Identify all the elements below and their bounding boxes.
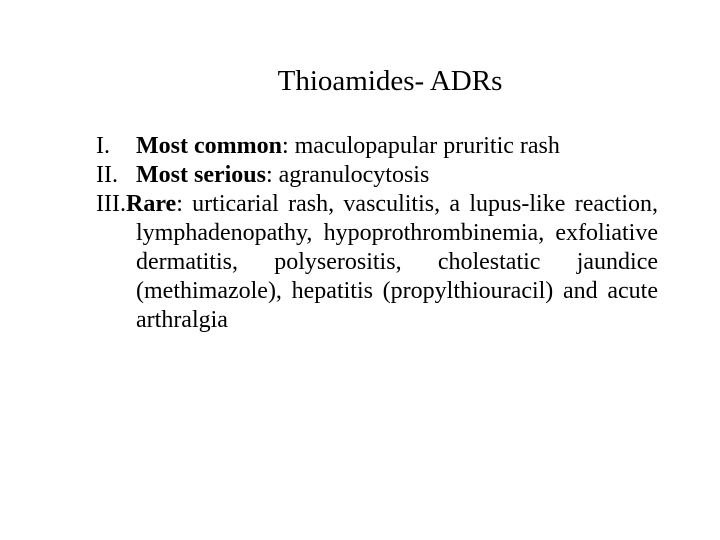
item-text: : urticarial rash, vasculitis, a lupus-like reaction, lymphadenopathy, hypoprothrombinemia, exfoliative dermatitis, polyserositis, cholestatic jaundice (methimazole), hepatitis (propylthiouracil) and acute arthralgia [136, 191, 658, 333]
item-term: Most serious [136, 162, 266, 188]
item-numeral: II. [96, 162, 118, 188]
slide-title: Thioamides- ADRs [277, 65, 503, 97]
item-term: Rare [125, 191, 177, 217]
item-numeral: III. [96, 191, 126, 217]
item-term: Most common [136, 133, 282, 159]
list-item [96, 132, 658, 161]
list-item [96, 161, 658, 190]
item-text: : agranulocytosis [265, 162, 430, 188]
item-text: : maculopapular pruritic rash [281, 133, 560, 159]
item-numeral: I. [96, 133, 110, 159]
list-item [96, 190, 658, 335]
adr-list [96, 132, 658, 335]
